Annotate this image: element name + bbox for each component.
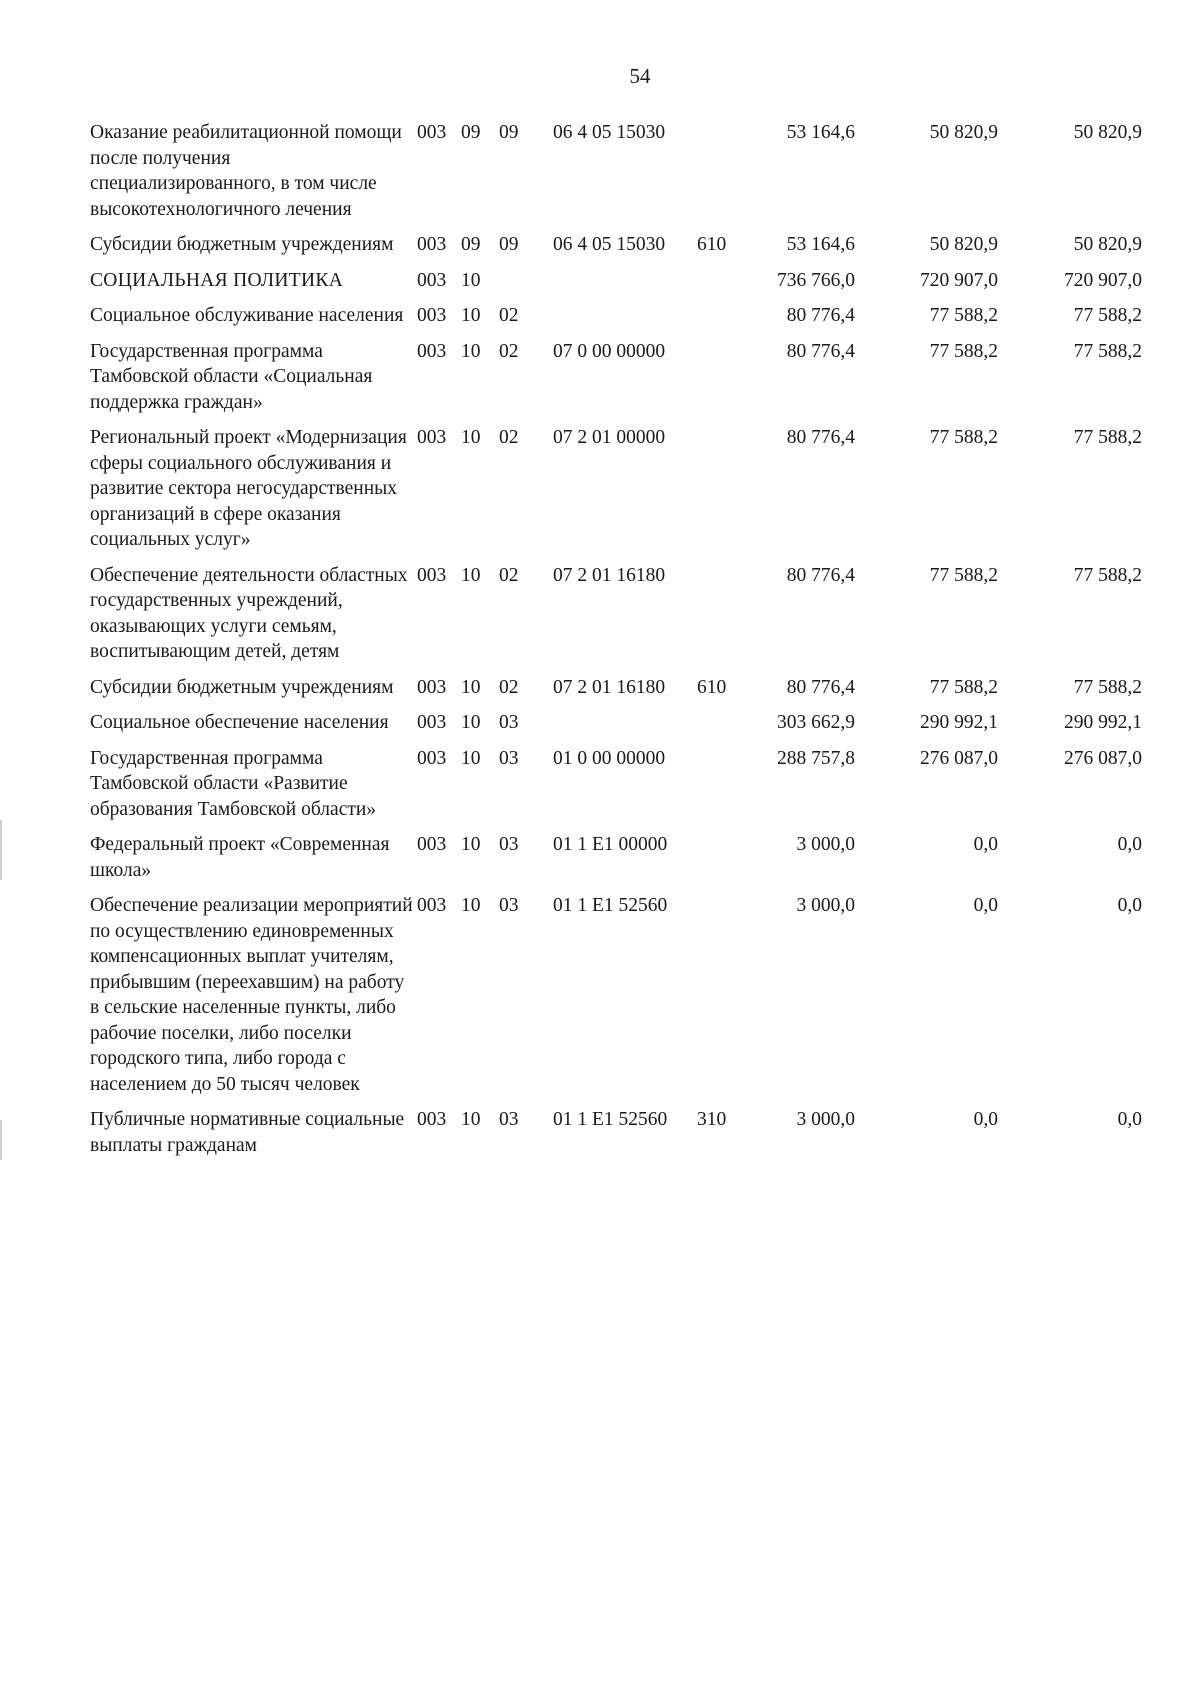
table-row	[90, 893, 1142, 1107]
row-amount-2: 276 087,0	[920, 747, 998, 769]
row-amount-1: 80 776,4	[786, 564, 855, 586]
row-amount-3: 50 820,9	[1073, 234, 1142, 255]
row-amount-2: 0,0	[973, 1109, 998, 1130]
row-amount-2: 50 820,9	[929, 122, 998, 143]
row-subsection-code: 02	[499, 564, 519, 586]
row-section-code: 10	[461, 834, 481, 855]
row-expense-type	[693, 425, 747, 563]
row-expense-type: 610	[697, 234, 727, 255]
row-amount-3: 0,0	[1117, 1109, 1142, 1130]
row-subsection-code: 02	[499, 340, 519, 362]
row-amount-3: 276 087,0	[1064, 747, 1142, 769]
row-amount-1: 303 662,9	[777, 712, 855, 733]
row-section-code: 10	[461, 269, 481, 291]
row-amount-3: 77 588,2	[1073, 427, 1142, 448]
scan-edge-mark	[0, 820, 2, 880]
row-name: Социальное обслуживание населения	[90, 305, 404, 326]
row-amount-3: 77 588,2	[1073, 564, 1142, 586]
row-amount-3: 77 588,2	[1073, 305, 1142, 326]
row-ved-code: 003	[417, 747, 447, 769]
row-section-code: 10	[461, 895, 481, 916]
table-row	[90, 303, 1142, 339]
row-amount-1: 3 000,0	[796, 1109, 855, 1130]
row-ved-code: 003	[417, 122, 447, 143]
row-amount-2: 77 588,2	[929, 676, 998, 698]
row-subsection-code	[499, 268, 537, 304]
row-expense-type: 310	[697, 1109, 727, 1130]
row-name: Региональный проект «Модернизация сферы социального обслуживания и развитие сектора негосударственных организаций в сфере оказания социальных услуг»	[90, 427, 407, 550]
row-subsection-code: 03	[499, 712, 519, 733]
table-row	[90, 832, 1142, 893]
row-amount-1: 80 776,4	[786, 427, 855, 448]
row-subsection-code: 02	[499, 427, 519, 448]
row-amount-2: 77 588,2	[929, 340, 998, 362]
row-target-article: 01 1 E1 52560	[553, 895, 668, 916]
row-target-article: 01 1 E1 52560	[553, 1109, 668, 1130]
scan-edge-mark	[0, 1120, 2, 1160]
row-amount-2: 0,0	[973, 895, 998, 916]
row-name: Оказание реабилитационной помощи после получения специализированного, в том числе высокотехнологичного лечения	[90, 122, 402, 220]
table-row	[90, 232, 1142, 268]
row-target-article: 01 0 00 00000	[553, 747, 666, 769]
row-ved-code: 003	[417, 564, 447, 586]
row-subsection-code: 03	[499, 895, 519, 916]
row-amount-1: 80 776,4	[786, 676, 855, 698]
row-name: Государственная программа Тамбовской области «Социальная поддержка граждан»	[90, 340, 373, 413]
row-amount-2: 77 588,2	[929, 427, 998, 448]
row-subsection-code: 09	[499, 122, 519, 143]
row-section-code: 10	[461, 712, 481, 733]
row-name: Публичные нормативные социальные выплаты гражданам	[90, 1109, 405, 1156]
row-name: СОЦИАЛЬНАЯ ПОЛИТИКА	[90, 269, 344, 291]
row-section-code: 09	[461, 234, 481, 255]
row-section-code: 10	[461, 564, 481, 586]
row-name: Государственная программа Тамбовской области «Развитие образования Тамбовской области»	[90, 747, 377, 820]
row-target-article: 07 2 01 16180	[553, 564, 666, 586]
row-amount-2: 0,0	[973, 834, 998, 855]
row-amount-3: 50 820,9	[1073, 122, 1142, 143]
row-subsection-code: 02	[499, 676, 519, 698]
row-ved-code: 003	[417, 269, 447, 291]
row-section-code: 10	[461, 340, 481, 362]
row-ved-code: 003	[417, 305, 447, 326]
row-expense-type: 610	[697, 676, 727, 698]
row-target-article	[537, 303, 693, 339]
page-number: 54	[629, 64, 651, 88]
row-expense-type	[693, 268, 747, 304]
row-ved-code: 003	[417, 427, 447, 448]
row-section-code: 10	[461, 747, 481, 769]
row-section-code: 10	[461, 1109, 481, 1130]
row-target-article: 07 0 00 00000	[553, 340, 666, 362]
row-subsection-code: 09	[499, 234, 519, 255]
row-amount-3: 0,0	[1117, 834, 1142, 855]
row-amount-3: 77 588,2	[1073, 340, 1142, 362]
row-amount-1: 736 766,0	[777, 269, 855, 291]
row-ved-code: 003	[417, 1109, 447, 1130]
row-subsection-code: 02	[499, 305, 519, 326]
row-amount-1: 3 000,0	[796, 895, 855, 916]
row-section-code: 10	[461, 676, 481, 698]
budget-table	[90, 120, 1142, 1168]
row-expense-type	[693, 120, 747, 232]
table-row	[90, 710, 1142, 746]
row-section-code: 10	[461, 427, 481, 448]
table-row	[90, 339, 1142, 426]
table-row	[90, 746, 1142, 833]
row-amount-1: 288 757,8	[777, 747, 855, 769]
row-ved-code: 003	[417, 895, 447, 916]
row-expense-type	[693, 832, 747, 893]
row-amount-1: 80 776,4	[786, 305, 855, 326]
row-amount-3: 290 992,1	[1064, 712, 1142, 733]
row-expense-type	[693, 710, 747, 746]
row-section-code: 09	[461, 122, 481, 143]
budget-table-body	[90, 120, 1142, 1168]
row-target-article	[537, 710, 693, 746]
row-target-article: 07 2 01 16180	[553, 676, 666, 698]
row-target-article: 06 4 05 15030	[553, 122, 666, 143]
table-row	[90, 268, 1142, 304]
row-name: Субсидии бюджетным учреждениям	[90, 676, 394, 698]
row-section-code: 10	[461, 305, 481, 326]
row-amount-2: 77 588,2	[929, 564, 998, 586]
table-row	[90, 1107, 1142, 1168]
row-name: Обеспечение деятельности областных государственных учреждений, оказывающих услуги семьям, воспитывающим детей, детям	[90, 564, 408, 662]
row-expense-type	[693, 893, 747, 1107]
row-amount-3: 720 907,0	[1064, 269, 1142, 291]
table-row	[90, 425, 1142, 563]
row-ved-code: 003	[417, 340, 447, 362]
row-subsection-code: 03	[499, 1109, 519, 1130]
row-target-article: 06 4 05 15030	[553, 234, 666, 255]
row-amount-3: 0,0	[1117, 895, 1142, 916]
table-row	[90, 120, 1142, 232]
row-name: Федеральный проект «Современная школа»	[90, 834, 390, 881]
row-expense-type	[693, 303, 747, 339]
row-target-article: 01 1 E1 00000	[553, 834, 668, 855]
table-row	[90, 563, 1142, 675]
row-amount-1: 3 000,0	[796, 834, 855, 855]
row-amount-2: 50 820,9	[929, 234, 998, 255]
row-amount-2: 290 992,1	[920, 712, 998, 733]
row-name: Субсидии бюджетным учреждениям	[90, 234, 394, 255]
row-name: Обеспечение реализации мероприятий по осуществлению единовременных компенсационных выплат учителям, прибывшим (переехавшим) на работу в сельские населенные пункты, либо рабочие поселки, либо поселки городского типа, либо города с населением до 50 тысяч человек	[90, 895, 413, 1095]
row-target-article: 07 2 01 00000	[553, 427, 666, 448]
row-ved-code: 003	[417, 834, 447, 855]
row-amount-1: 53 164,6	[786, 234, 855, 255]
row-amount-1: 53 164,6	[786, 122, 855, 143]
row-expense-type	[693, 746, 747, 833]
row-expense-type	[693, 563, 747, 675]
row-subsection-code: 03	[499, 834, 519, 855]
row-amount-1: 80 776,4	[786, 340, 855, 362]
row-name: Социальное обеспечение населения	[90, 712, 389, 733]
row-target-article	[537, 268, 693, 304]
row-subsection-code: 03	[499, 747, 519, 769]
row-amount-3: 77 588,2	[1073, 676, 1142, 698]
row-ved-code: 003	[417, 712, 447, 733]
row-amount-2: 720 907,0	[920, 269, 998, 291]
table-row	[90, 675, 1142, 711]
row-ved-code: 003	[417, 234, 447, 255]
row-expense-type	[693, 339, 747, 426]
row-ved-code: 003	[417, 676, 447, 698]
row-amount-2: 77 588,2	[929, 305, 998, 326]
